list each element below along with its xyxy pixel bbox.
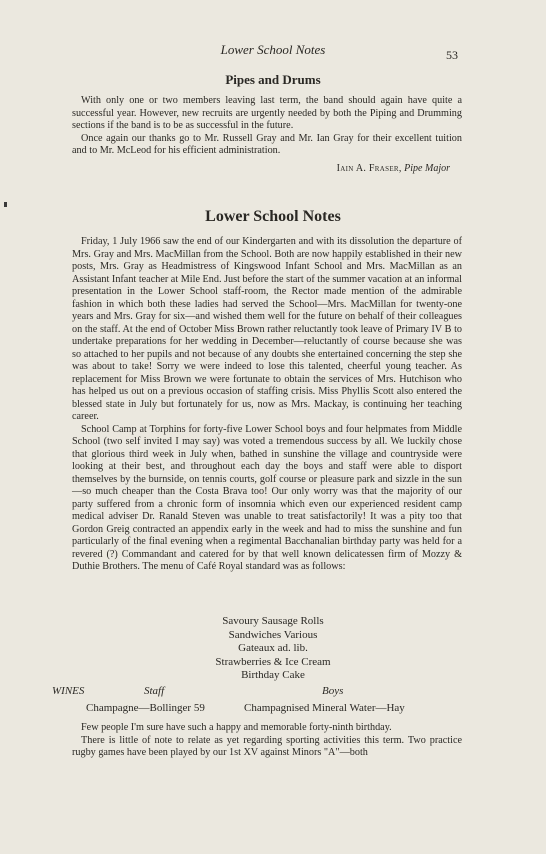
staff-label: Staff: [144, 685, 165, 697]
drinks-row: [86, 702, 466, 716]
menu-item: Gateaux ad. lib.: [238, 642, 308, 654]
boys-label: Boys: [322, 685, 344, 697]
signature-name: Iain A. Fraser,: [336, 163, 402, 174]
closing-body: [72, 722, 462, 760]
lower-paragraph: Friday, 1 July 1966 saw the end of our Kindergarten and with its dissolution the departure of Mrs. Gray and Mrs. MacMillan from the School. Both are now happily established in their new posts, Mrs. Gray as Headmistress of Kingswood Infant School and Mrs. MacMillan as an Assistant Infant teacher at Mile End. Just before the start of the summer vacation at an informal presentation in the Lower School staff-room, the Rector made mention of the admirable fashion in which both these ladies had served the School—Mrs. MacMillan for twenty-one years and Mrs. Gray for six—and wished them well for the future on behalf of their colleagues on the staff. At the end of October Miss Brown rather reluctantly took leave of Primary IV B to undertake preparations for her wedding in December—reluctantly of course because she was so attached to her pupils and not because of any doubts she entertained concerning the step she was about to take! Sorry we were indeed to lose this talented, cheerful young teacher. As replacement for Miss Brown we were fortunate to obtain the services of Mrs. Hutchison who has helped us out on a previous occasion of staffing crisis. Miss Phyllis Scott also entered the blessed state in July but fortunately for us, now as Mrs. Mackay, is continuing her teaching career.: [72, 236, 462, 422]
page-number: 53: [446, 48, 458, 62]
menu-item: Birthday Cake: [241, 669, 305, 681]
running-header: Lower School Notes: [220, 42, 326, 57]
menu-item: Savoury Sausage Rolls: [222, 615, 324, 627]
closing-paragraph: Few people I'm sure have such a happy and memorable forty-ninth birthday.: [81, 722, 392, 733]
boys-drink: Champagnised Mineral Water—Hay: [244, 702, 405, 714]
lower-school-notes-heading: Lower School Notes: [205, 208, 341, 225]
pipes-paragraph: Once again our thanks go to Mr. Russell Gray and Mr. Ian Gray for their excellent tuition and to Mr. McLeod for his efficient administration.: [72, 132, 462, 156]
menu-item: Strawberries & Ice Cream: [215, 655, 331, 668]
menu-item: Sandwiches Various: [228, 628, 318, 641]
wines-row: [52, 685, 472, 699]
lower-paragraph: School Camp at Torphins for forty-five Lower School boys and four helpmates from Middle School (two self invited I may say) was voted a tremendous success by all. We luckily chose that glorious third week in July when, bathed in sunshine the village and countryside were looking at their best, and throughout each day the boys and staff were able to disport themselves by the burnside, on tennis courts, golf course or pleasure park and sizzle in the sun—so much cheaper than the Costa Brava too! Our only worry was that the majority of our party suffered from a chronic form of insomnia which even our experienced resident camp medical adviser Dr. Ranald Steven was unable to treat satisfactorily! It was a pity too that Gordon Greig contracted an appendix early in the week and had to miss the sunshine and fun particularly of the final evening when a regimental Bacchanalian birthday party was held for a revered (?) Commandant and catered for by that well known delicatessen firm of Mozzy & Duthie Brothers. The menu of Café Royal standard was as follows:: [72, 423, 462, 572]
wines-label: WINES: [52, 685, 85, 697]
lower-body: [72, 236, 462, 574]
closing-paragraph: There is little of note to relate as yet regarding sporting activities this term. Two practice rugby games have been played by our 1st XV against Minors "A"—both: [72, 734, 462, 758]
signature-role: Pipe Major: [404, 163, 450, 174]
margin-mark: [4, 202, 7, 207]
pipes-and-drums-heading: Pipes and Drums: [225, 72, 321, 87]
signature: [310, 163, 450, 174]
pipes-body: [72, 95, 462, 158]
menu-list: [0, 615, 546, 683]
pipes-paragraph: With only one or two members leaving last term, the band should again have quite a successful year. However, new recruits are urgently needed by both the Piping and Drumming sections if the band is to be as successful in the future.: [72, 95, 462, 131]
staff-drink: Champagne—Bollinger 59: [86, 702, 205, 714]
